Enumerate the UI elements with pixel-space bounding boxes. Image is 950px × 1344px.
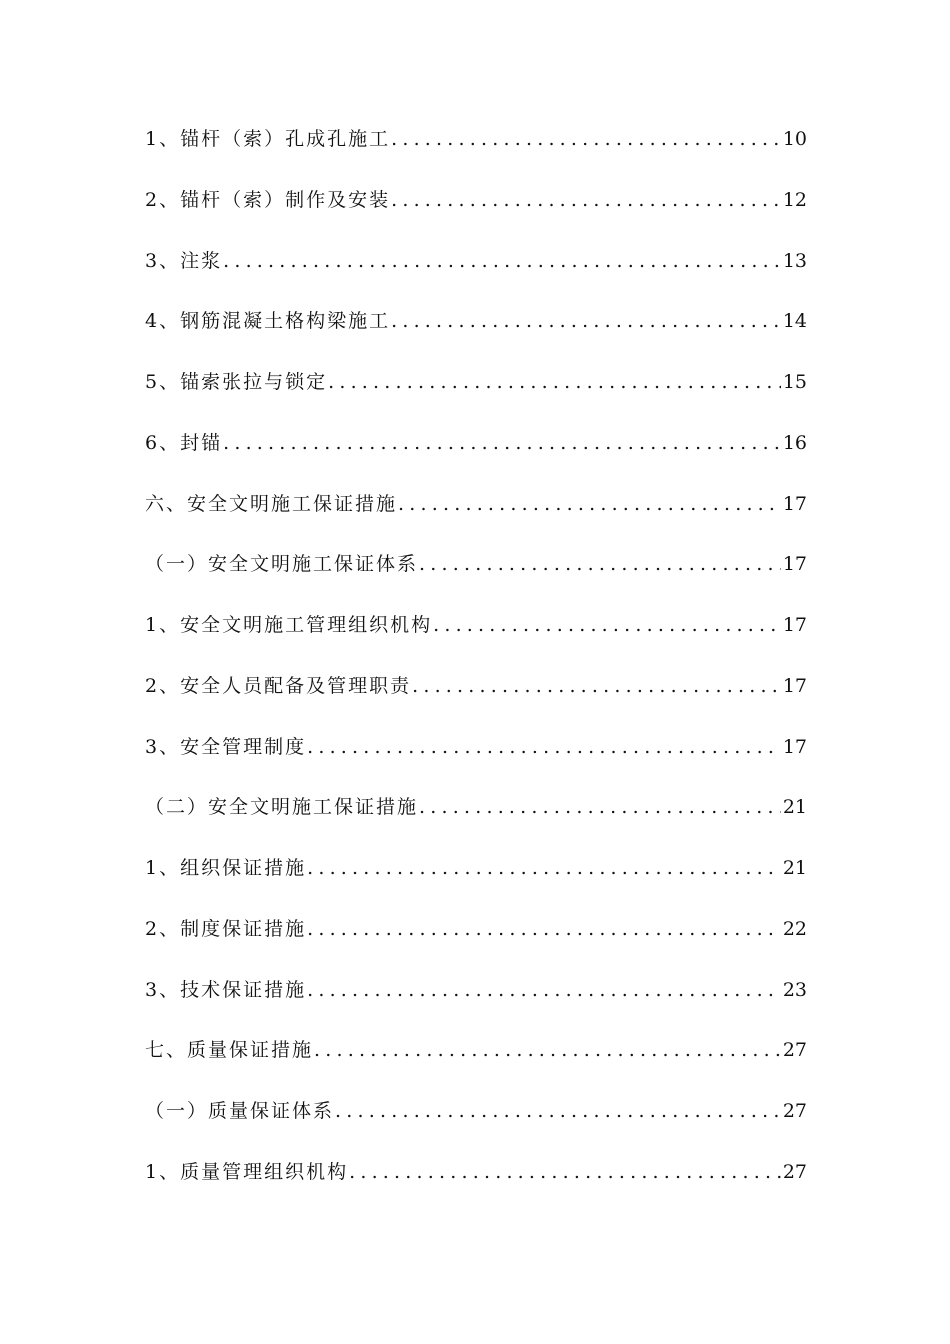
toc-entry-title: 1、安全文明施工管理组织机构 (145, 614, 433, 636)
toc-entry-title: 1、质量管理组织机构 (145, 1160, 349, 1183)
toc-entry[interactable] (145, 1157, 807, 1218)
toc-dot-leader (307, 736, 781, 758)
toc-entry-title: 2、锚杆（索）制作及安装 (145, 188, 391, 211)
toc-entry[interactable] (145, 853, 807, 914)
toc-entry-page: 22 (782, 917, 807, 940)
toc-entry-page: 15 (782, 371, 807, 393)
toc-entry[interactable] (145, 549, 807, 610)
toc-entry[interactable] (145, 792, 807, 853)
toc-entry[interactable] (145, 124, 807, 185)
toc-entry-title: （一）质量保证体系 (145, 1100, 335, 1122)
toc-entry-title: 七、质量保证措施 (145, 1039, 314, 1062)
toc-entry-page: 17 (782, 674, 807, 697)
toc-dot-leader (223, 250, 781, 272)
toc-dot-leader (419, 796, 781, 818)
toc-entry-title: 1、锚杆（索）孔成孔施工 (145, 128, 391, 150)
toc-entry-title: 六、安全文明施工保证措施 (145, 492, 398, 515)
table-of-contents (145, 124, 807, 1218)
toc-entry-title: 6、封锚 (145, 431, 223, 454)
toc-dot-leader (307, 979, 781, 1001)
toc-entry[interactable] (145, 1096, 807, 1157)
toc-entry-page: 14 (782, 310, 807, 333)
toc-entry[interactable] (145, 914, 807, 975)
toc-entry-page: 17 (782, 735, 807, 758)
toc-entry-title: 3、安全管理制度 (145, 735, 307, 758)
toc-entry[interactable] (145, 306, 807, 367)
toc-entry-title: （一）安全文明施工保证体系 (145, 553, 419, 576)
toc-entry[interactable] (145, 489, 807, 550)
toc-entry-title: 5、锚索张拉与锁定 (145, 371, 328, 393)
toc-entry[interactable] (145, 1035, 807, 1096)
toc-dot-leader (419, 553, 781, 575)
toc-entry[interactable] (145, 185, 807, 246)
toc-entry-page: 17 (782, 614, 807, 636)
toc-dot-leader (391, 310, 781, 332)
toc-entry-page: 10 (782, 128, 807, 150)
toc-entry-title: 3、技术保证措施 (145, 978, 307, 1001)
toc-entry-page: 27 (782, 1160, 807, 1183)
toc-entry-title: 4、钢筋混凝土格构梁施工 (145, 310, 391, 333)
toc-dot-leader (391, 128, 781, 150)
toc-entry-page: 27 (782, 1100, 807, 1122)
toc-entry-title: 2、制度保证措施 (145, 917, 307, 940)
toc-dot-leader (412, 675, 781, 697)
toc-entry[interactable] (145, 610, 807, 671)
toc-dot-leader (328, 371, 781, 393)
toc-entry-page: 17 (782, 492, 807, 515)
toc-dot-leader (314, 1039, 781, 1061)
toc-entry[interactable] (145, 246, 807, 307)
toc-entry-page: 13 (782, 249, 807, 272)
toc-dot-leader (223, 432, 781, 454)
toc-entry-page: 17 (782, 553, 807, 576)
toc-entry-page: 12 (782, 188, 807, 211)
toc-dot-leader (433, 614, 781, 636)
toc-dot-leader (307, 918, 781, 940)
toc-entry-title: 1、组织保证措施 (145, 857, 307, 879)
toc-entry-page: 27 (782, 1039, 807, 1062)
toc-entry-title: 3、注浆 (145, 249, 223, 272)
toc-entry-page: 21 (782, 796, 807, 819)
toc-entry-page: 16 (782, 431, 807, 454)
toc-dot-leader (307, 857, 781, 879)
toc-dot-leader (398, 493, 781, 515)
toc-entry[interactable] (145, 975, 807, 1036)
toc-dot-leader (335, 1100, 781, 1122)
toc-dot-leader (349, 1161, 781, 1183)
toc-entry-title: 2、安全人员配备及管理职责 (145, 674, 412, 697)
toc-entry[interactable] (145, 671, 807, 732)
toc-entry[interactable] (145, 367, 807, 428)
toc-entry-title: （二）安全文明施工保证措施 (145, 796, 419, 819)
toc-entry-page: 23 (782, 978, 807, 1001)
toc-dot-leader (391, 189, 781, 211)
toc-entry-page: 21 (782, 857, 807, 879)
toc-entry[interactable] (145, 732, 807, 793)
toc-entry[interactable] (145, 428, 807, 489)
